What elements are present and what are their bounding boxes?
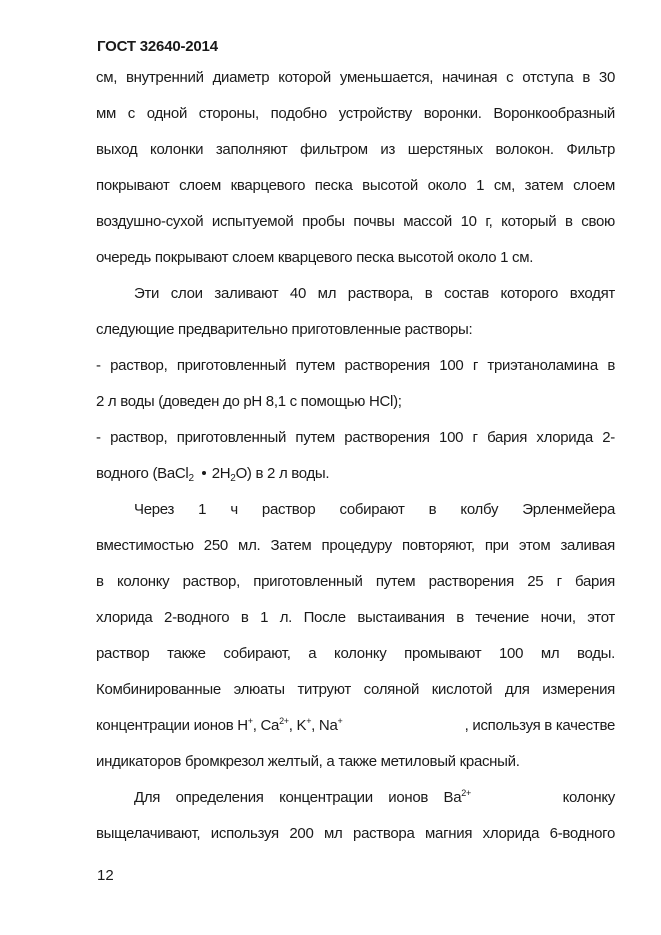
superscript: 2+ <box>461 788 471 798</box>
text-line: - раствор, приготовленный путем растворения 100 г бария хлорида 2- <box>96 429 615 446</box>
text-line: Эти слои заливают 40 мл раствора, в состав которого входят <box>134 285 615 302</box>
superscript: + <box>337 716 343 726</box>
text-line: мм с одной стороны, подобно устройству воронки. Воронкообразный <box>96 105 615 122</box>
middle-dot <box>202 471 206 475</box>
superscript: 2+ <box>279 716 289 726</box>
text-line: очередь покрывают слоем кварцевого песка высотой около 1 см. <box>96 249 534 266</box>
text-fragment: , Na <box>311 717 338 734</box>
text-line: 2 л воды (доведен до pH 8,1 с помощью HCl); <box>96 393 402 410</box>
superscript: + <box>306 716 312 726</box>
subscript: 2 <box>188 473 194 484</box>
text-line: покрывают слоем кварцевого песка высотой около 1 см, затем слоем <box>96 177 615 194</box>
text-fragment: водного (BaCl <box>96 465 189 482</box>
subscript: 2 <box>230 473 236 484</box>
text-line: Через 1 ч раствор собирают в колбу Эрленмейера <box>134 501 615 518</box>
text-line: вместимостью 250 мл. Затем процедуру повторяют, при этом заливая <box>96 537 615 554</box>
document-header: ГОСТ 32640-2014 <box>97 38 218 55</box>
text-fragment <box>134 780 471 816</box>
text-line-formula <box>96 456 615 492</box>
superscript: + <box>247 716 253 726</box>
text-fragment <box>96 708 342 744</box>
text-line-barium <box>96 780 615 816</box>
text-fragment: O) в 2 л воды. <box>235 465 330 482</box>
text-line: Комбинированные элюаты титруют соляной кислотой для измерения <box>96 681 615 698</box>
body-text <box>96 60 615 852</box>
page-number: 12 <box>97 867 114 884</box>
text-fragment: , K <box>288 717 307 734</box>
text-fragment: , Ca <box>252 717 280 734</box>
text-fragment: , используя в качестве <box>464 717 615 734</box>
text-line: хлорида 2-водного в 1 л. После выстаивания в течение ночи, этот <box>96 609 615 626</box>
text-line: раствор также собирают, а колонку промывают 100 мл воды. <box>96 645 615 662</box>
text-line: в колонку раствор, приготовленный путем растворения 25 г бария <box>96 573 615 590</box>
text-fragment: Для определения концентрации ионов Ba <box>134 789 462 806</box>
text-fragment: 2H <box>211 465 231 482</box>
text-line: см, внутренний диаметр которой уменьшается, начиная с отступа в 30 <box>96 69 615 86</box>
text-line: выщелачивают, используя 200 мл раствора магния хлорида 6-водного <box>96 825 615 842</box>
text-line: - раствор, приготовленный путем растворения 100 г триэтаноламина в <box>96 357 615 374</box>
text-line: следующие предварительно приготовленные растворы: <box>96 321 473 338</box>
text-line: воздушно-сухой испытуемой пробы почвы массой 10 г, который в свою <box>96 213 615 230</box>
text-fragment: концентрации ионов H <box>96 717 248 734</box>
text-line: индикаторов бромкрезол желтый, а также метиловый красный. <box>96 753 520 770</box>
text-fragment: колонку <box>547 789 615 806</box>
text-line: выход колонки заполняют фильтром из шерстяных волокон. Фильтр <box>96 141 615 158</box>
text-line-ions <box>96 708 615 744</box>
